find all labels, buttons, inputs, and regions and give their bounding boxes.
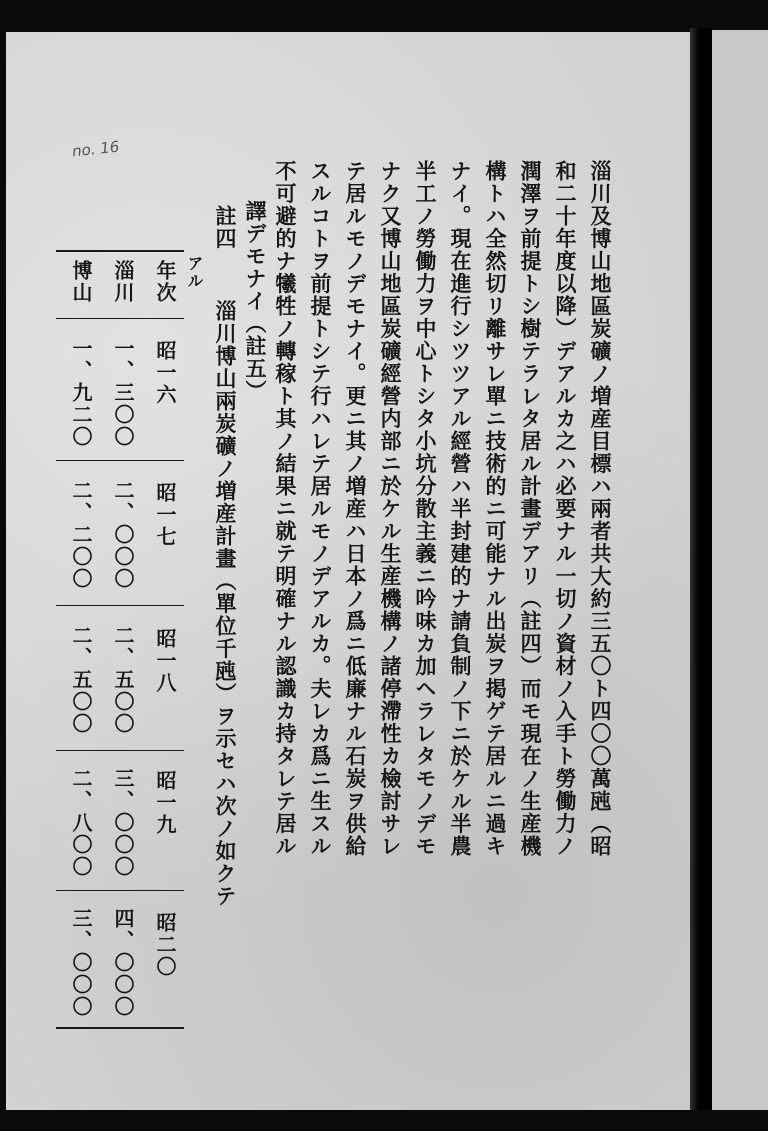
table-row-boshan — [60, 250, 100, 1025]
table-cell: 二、二〇〇 — [69, 480, 93, 590]
body-line: ナク又博山地區炭礦經營内部ニ於ケル生産機構ノ諸停滯性カ檢討サレ — [378, 160, 403, 858]
body-line: 淄川及博山地區炭礦ノ増産目標ハ兩者共大約三五〇ト四〇〇萬瓲（昭 — [588, 160, 613, 858]
note-continuation: アル — [185, 255, 204, 290]
table-year-header: 昭一六 — [153, 340, 177, 406]
body-line: 潤澤ヲ前提トシ樹テラレタ居ル計畫デアリ（註四）而モ現在ノ生産機 — [518, 160, 543, 858]
body-line: 譯デモナイ（註五） — [243, 200, 268, 403]
production-table — [56, 250, 184, 1030]
note-text: 淄川博山兩炭礦ノ増産計畫（單位千瓲）ヲ示セハ次ノ如クテ — [213, 300, 238, 908]
table-cell: 二、〇〇〇 — [111, 480, 135, 590]
table-row-zichuan — [102, 250, 142, 1025]
table-header-column — [144, 250, 184, 1025]
handwritten-page-mark: no. 16 — [71, 137, 121, 161]
table-cell: 二、五〇〇 — [69, 625, 93, 735]
table-row-label: 淄川 — [111, 260, 135, 304]
body-line: 半工ノ勞働力ヲ中心トシタ小坑分散主義ニ吟味カ加ヘラレタモノデモ — [413, 160, 438, 858]
table-cell: 一、三〇〇 — [111, 338, 135, 448]
body-line: スルコトヲ前提トシテ行ハレテ居ルモノデアルカ。夫レカ爲ニ生スル — [308, 160, 333, 858]
body-line: テ居ルモノデモナイ。更ニ其ノ増産ハ日本ノ爲ニ低廉ナル石炭ヲ供給 — [343, 160, 368, 858]
table-year-header: 昭一八 — [153, 628, 177, 694]
book-spine-shadow — [690, 28, 712, 1110]
table-cell: 三、〇〇〇 — [111, 768, 135, 878]
table-cell: 二、八〇〇 — [69, 768, 93, 878]
body-line: 構トハ全然切リ離サレ單ニ技術的ニ可能ナル出炭ヲ掲ゲテ居ルニ過キ — [483, 160, 508, 858]
table-header-label: 年次 — [153, 260, 177, 304]
note-label: 註四 — [213, 205, 238, 250]
table-year-header: 昭二〇 — [153, 912, 177, 978]
table-cell: 三、〇〇〇 — [69, 908, 93, 1018]
body-line: 不可避的ナ犧牲ノ轉稼ト其ノ結果ニ就テ明確ナル認識カ持タレテ居ル — [273, 160, 298, 858]
table-cell: 二、五〇〇 — [111, 625, 135, 735]
table-year-header: 昭一九 — [153, 770, 177, 836]
body-line: ナイ。現在進行シツツアル經營ハ半封建的ナ請負制ノ下ニ於ケル半農 — [448, 160, 473, 858]
table-cell: 一、九二〇 — [69, 338, 93, 448]
table-row-label: 博山 — [69, 260, 93, 304]
facing-page-edge — [712, 30, 768, 1110]
table-year-header: 昭一七 — [153, 482, 177, 548]
body-line: 和二十年度以降）デアルカ之ハ必要ナル一切ノ資材ノ入手ト勞働力ノ — [553, 160, 578, 858]
table-cell: 四、〇〇〇 — [111, 908, 135, 1018]
